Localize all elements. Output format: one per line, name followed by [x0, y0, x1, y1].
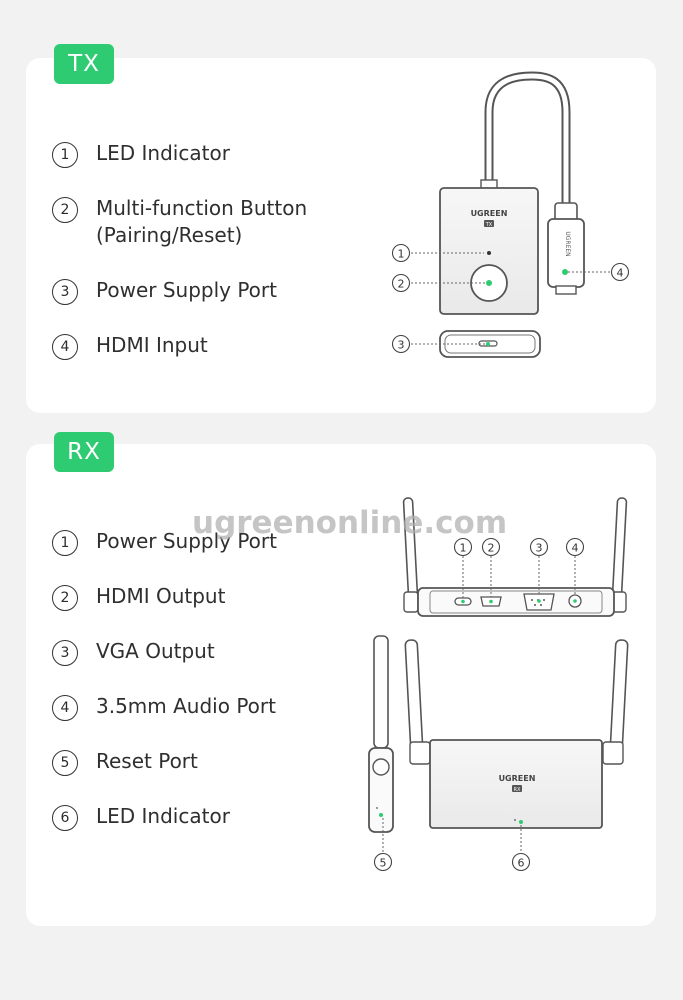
rx-device-tag: RX [513, 787, 521, 793]
rx-front-antenna-left [405, 640, 423, 752]
rx-callout-1: 1 [459, 541, 467, 555]
rx-front-antenna-right [610, 640, 628, 752]
rx-front-body [430, 740, 602, 828]
rx-item-label: 3.5mm Audio Port [96, 694, 276, 718]
tx-item-number: 3 [52, 279, 78, 305]
rx-item-number: 6 [52, 805, 78, 831]
rx-item-number: 3 [52, 640, 78, 666]
tx-callout-1: 1 [397, 247, 405, 261]
rx-item-label: VGA Output [96, 639, 215, 663]
tx-callout-4: 4 [616, 266, 624, 280]
rx-antenna-right [612, 498, 626, 598]
rx-item-number: 2 [52, 585, 78, 611]
tx-callout-dot-4 [562, 269, 568, 275]
rx-badge: RX [54, 432, 114, 472]
tx-item-label: LED Indicator [96, 141, 230, 165]
tx-plug-tip [556, 286, 576, 294]
rx-item-label: Reset Port [96, 749, 198, 773]
rx-callout-2: 2 [487, 541, 495, 555]
tx-device-tag: TX [485, 222, 493, 228]
rx-callout-6: 6 [517, 856, 525, 870]
rx-side-antenna [374, 636, 388, 748]
tx-led-indicator [487, 251, 491, 255]
tx-item-label: HDMI Input [96, 333, 208, 357]
rx-callout-3: 3 [535, 541, 543, 555]
rx-reset-port [379, 813, 383, 817]
rx-callout-5: 5 [379, 856, 387, 870]
rx-side-view [369, 636, 393, 871]
tx-plug-brand: UGREEN [564, 231, 571, 257]
rx-back-body [418, 588, 614, 616]
tx-callout-2: 2 [397, 277, 405, 291]
tx-item-number: 4 [52, 334, 78, 360]
rx-led-indicator [519, 820, 523, 824]
tx-device [393, 76, 629, 357]
watermark: ugreenonline.com [192, 505, 508, 541]
tx-item-number: 2 [52, 197, 78, 223]
tx-item-label: Multi-function Button (Pairing/Reset) [96, 196, 308, 247]
tx-device-brand: UGREEN [470, 209, 508, 218]
tx-callout-3: 3 [397, 338, 405, 352]
rx-item-number: 1 [52, 530, 78, 556]
tx-item-label: Power Supply Port [96, 278, 277, 302]
tx-badge: TX [54, 44, 114, 84]
rx-item-label: HDMI Output [96, 584, 226, 608]
rx-item-number: 4 [52, 695, 78, 721]
rx-item-label: LED Indicator [96, 804, 230, 828]
rx-item-label: Power Supply Port [96, 529, 277, 553]
rx-item-number: 5 [52, 750, 78, 776]
tx-item-number: 1 [52, 142, 78, 168]
rx-front-view [405, 640, 628, 871]
tx-cable [489, 76, 566, 206]
rx-callout-4: 4 [571, 541, 579, 555]
rx-device-brand: UGREEN [498, 774, 536, 783]
